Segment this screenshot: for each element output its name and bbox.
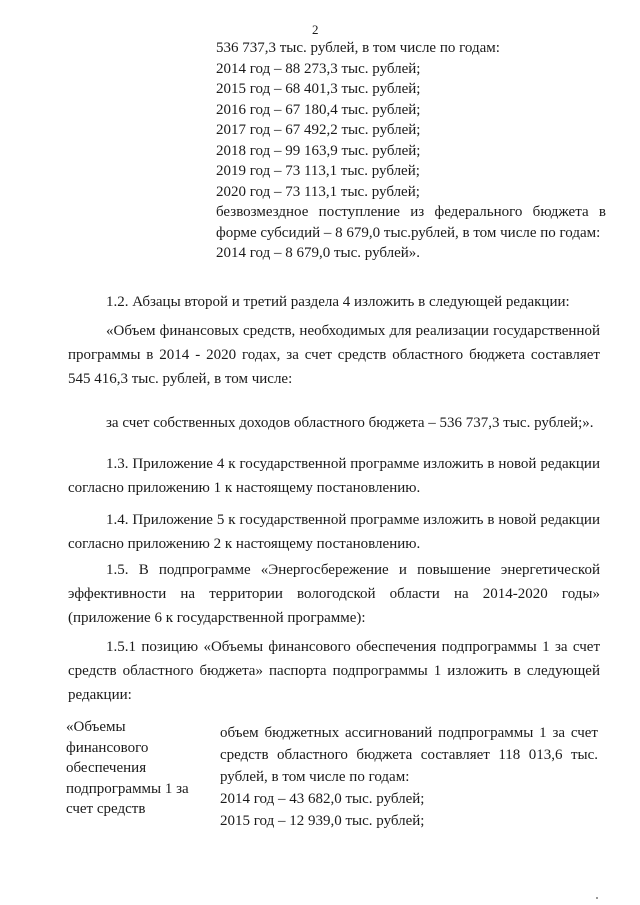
label-line: подпрограммы 1 за bbox=[66, 780, 189, 797]
budget-year-line: 2020 год – 73 113,1 тыс. рублей; bbox=[216, 183, 420, 200]
label-line: «Объемы bbox=[66, 719, 126, 735]
paragraph-1-2-quote: «Объем финансовых средств, необходимых для реализации государственной программы в 2014 - 2020 годах, за счет средств областного бюджета составляет 545 416,3 тыс. рублей, в том числе: bbox=[68, 323, 600, 387]
budget-block bbox=[216, 38, 606, 264]
budget-year-line: 2015 год – 68 401,3 тыс. рублей; bbox=[216, 81, 421, 97]
paragraph-1-2: 1.2. Абзацы второй и третий раздела 4 изложить в следующей редакции: bbox=[106, 294, 570, 310]
value-text: объем бюджетных ассигнований подпрограммы 1 за счет средств областного бюджета составляет 118 013,6 тыс. рублей, в том числе по годам: bbox=[220, 725, 598, 785]
scan-speck bbox=[596, 897, 598, 899]
value-year-line: 2014 год – 43 682,0 тыс. рублей; bbox=[220, 791, 425, 807]
paragraph-1-3: 1.3. Приложение 4 к государственной программе изложить в новой редакции согласно приложению 1 к настоящему постановлению. bbox=[68, 456, 600, 496]
budget-year-line: 2014 год – 88 273,3 тыс. рублей; bbox=[216, 60, 421, 77]
label-line: счет средств bbox=[66, 801, 146, 817]
paragraph-1-2-own-revenue: за счет собственных доходов областного бюджета – 536 737,3 тыс. рублей;». bbox=[106, 415, 594, 431]
paragraph-1-5: 1.5. В подпрограмме «Энергосбережение и повышение энергетической эффективности на территории вологодской области на 2014-2020 годы» (приложение 6 к государственной программе): bbox=[68, 562, 600, 626]
budget-year-line: 2017 год – 67 492,2 тыс. рублей; bbox=[216, 122, 421, 138]
passport-row-label bbox=[66, 717, 211, 820]
value-year-line: 2015 год – 12 939,0 тыс. рублей; bbox=[220, 813, 425, 829]
federal-subsidy-text: безвозмездное поступление из федерального бюджета в форме субсидий – 8 679,0 тыс.рублей, в том числе по годам: bbox=[216, 204, 606, 241]
passport-row-value bbox=[220, 722, 598, 832]
budget-year-line: 2018 год – 99 163,9 тыс. рублей; bbox=[216, 142, 421, 159]
page-number: 2 bbox=[312, 22, 319, 37]
paragraph-1-4: 1.4. Приложение 5 к государственной программе изложить в новой редакции согласно приложению 2 к настоящему постановлению. bbox=[68, 512, 600, 552]
budget-year-line: 2019 год – 73 113,1 тыс. рублей; bbox=[216, 163, 420, 179]
federal-year-line: 2014 год – 8 679,0 тыс. рублей». bbox=[216, 245, 421, 261]
budget-year-line: 2016 год – 67 180,4 тыс. рублей; bbox=[216, 101, 421, 118]
paragraph-1-5-1: 1.5.1 позицию «Объемы финансового обеспечения подпрограммы 1 за счет средств областного бюджета» паспорта подпрограммы 1 изложить в следующей редакции: bbox=[68, 639, 600, 703]
label-line: финансового bbox=[66, 739, 149, 756]
budget-intro: 536 737,3 тыс. рублей, в том числе по годам: bbox=[216, 40, 500, 56]
label-line: обеспечения bbox=[66, 760, 147, 776]
